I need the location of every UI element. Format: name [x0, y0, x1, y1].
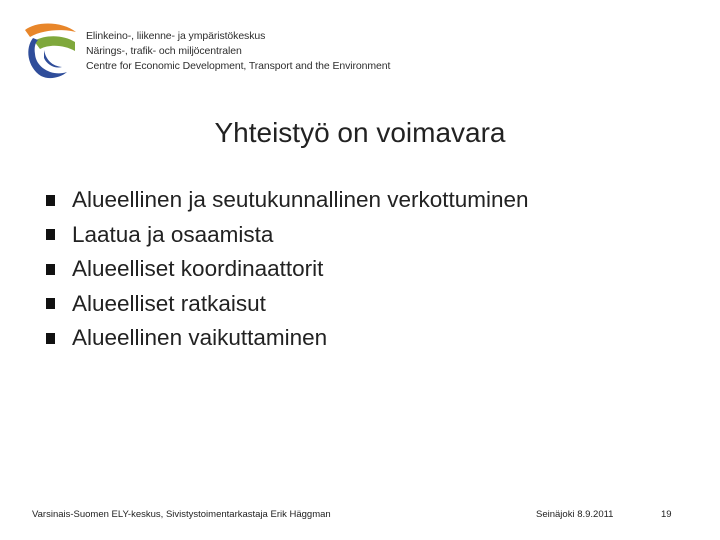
bullet-text: Alueelliset koordinaattorit — [72, 256, 324, 282]
ely-logo-icon — [22, 20, 78, 80]
bullet-item — [46, 183, 529, 218]
square-bullet-icon — [46, 229, 55, 240]
org-name-finnish: Elinkeino-, liikenne- ja ympäristökeskus — [86, 30, 266, 42]
organization-names — [86, 29, 390, 74]
bullet-item — [46, 252, 529, 287]
bullet-item — [46, 218, 529, 253]
square-bullet-icon — [46, 264, 55, 275]
slide-footer — [0, 509, 720, 523]
slide-title: Yhteistyö on voimavara — [214, 117, 506, 148]
footer-author: Varsinais-Suomen ELY-keskus, Sivistystoimentarkastaja Erik Häggman — [32, 509, 331, 520]
bullet-text: Alueelliset ratkaisut — [72, 290, 266, 316]
square-bullet-icon — [46, 195, 55, 206]
org-name-swedish: Närings-, trafik- och miljöcentralen — [86, 45, 242, 57]
org-name-english: Centre for Economic Development, Transport and the Environment — [86, 60, 391, 72]
bullet-text: Laatua ja osaamista — [72, 221, 274, 247]
page-number: 19 — [661, 509, 672, 520]
bullet-item — [46, 287, 529, 322]
square-bullet-icon — [46, 298, 55, 309]
square-bullet-icon — [46, 333, 55, 344]
footer-date: Seinäjoki 8.9.2011 — [536, 509, 614, 520]
slide-header — [22, 20, 422, 82]
bullet-list — [46, 183, 529, 356]
bullet-item — [46, 321, 529, 356]
bullet-text: Alueellinen ja seutukunnallinen verkottuminen — [72, 187, 529, 213]
bullet-text: Alueellinen vaikuttaminen — [72, 325, 328, 351]
